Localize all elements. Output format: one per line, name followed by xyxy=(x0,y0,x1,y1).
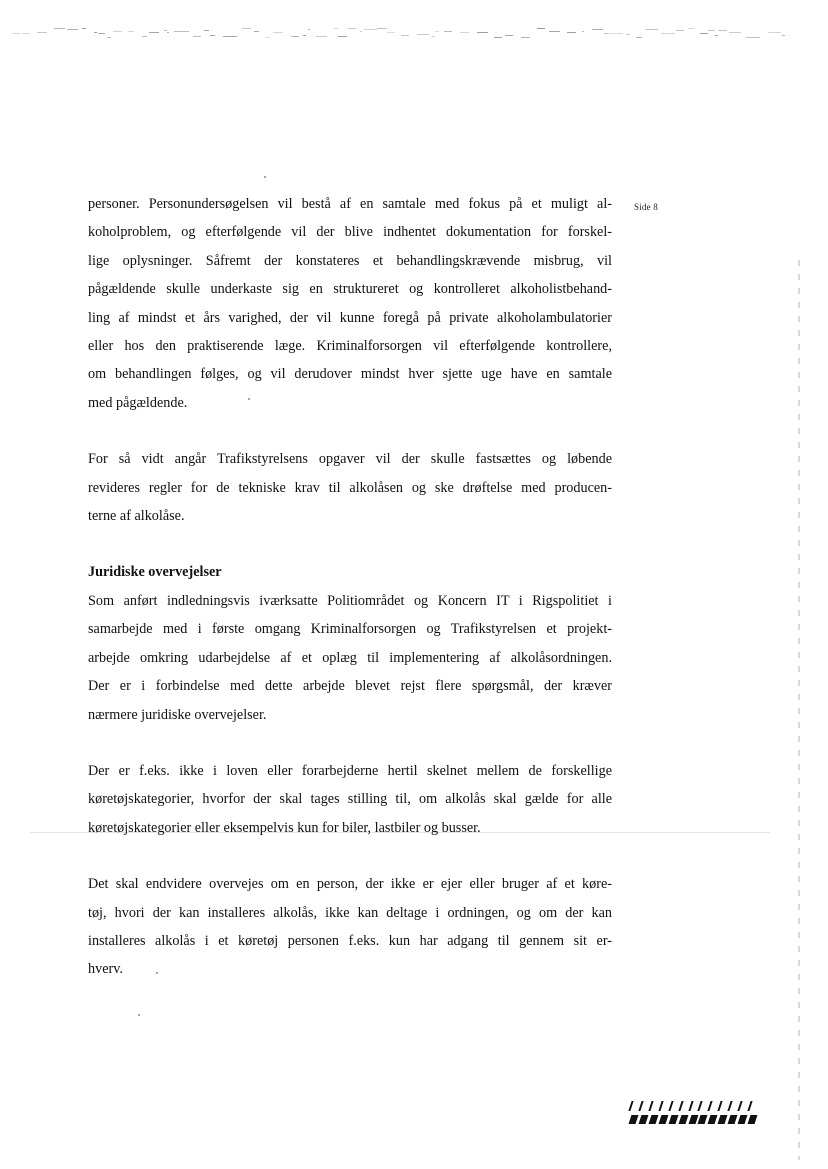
barcode-mark xyxy=(738,1101,743,1111)
barcode-block xyxy=(638,1115,648,1124)
scan-noise-mark xyxy=(348,28,356,29)
scan-speck xyxy=(138,1014,140,1016)
scan-noise-mark xyxy=(718,30,727,31)
text-line: revideres regler for de tekniske krav til alkolåsen og ske drøftelse med producen- xyxy=(88,479,612,496)
scan-noise-mark xyxy=(94,32,97,33)
paragraph-gap xyxy=(88,729,612,757)
scan-noise-mark xyxy=(768,32,781,33)
scan-noise-mark xyxy=(98,33,105,34)
scan-noise-mark xyxy=(167,32,169,33)
barcode-block xyxy=(738,1115,748,1124)
scan-noise-top xyxy=(12,26,802,42)
scan-noise-mark xyxy=(316,36,327,37)
scan-noise-mark xyxy=(592,29,603,30)
text-line: samarbejde med i første omgang Kriminalforsorgen og Trafikstyrelsen et projekt- xyxy=(88,621,612,638)
scan-noise-mark xyxy=(204,30,209,31)
barcode-block xyxy=(658,1115,668,1124)
scan-noise-mark xyxy=(549,31,560,32)
barcode-block xyxy=(728,1115,738,1124)
paragraph-gap xyxy=(88,842,612,870)
scan-noise-mark xyxy=(338,36,347,37)
text-line: Som anført indledningsvis iværksatte Politiområdet og Koncern IT i Rigspolitiet i xyxy=(88,592,612,609)
scan-noise-mark xyxy=(505,35,513,36)
text-line: pågældende skulle underkaste sig en struktureret og kontrolleret alkoholistbehand- xyxy=(88,281,612,298)
barcode-mark xyxy=(698,1101,703,1111)
scan-noise-mark xyxy=(265,37,270,38)
scan-noise-mark xyxy=(254,31,259,32)
barcode-block xyxy=(688,1115,698,1124)
barcode-block xyxy=(629,1115,639,1124)
scan-noise-mark xyxy=(210,35,215,36)
scan-edge-artifact xyxy=(798,260,800,1160)
text-line: installeres alkolås i et køretøj personen f.eks. kun har adgang til gennem sit er- xyxy=(88,932,612,949)
scan-noise-mark xyxy=(291,36,299,37)
scan-noise-mark xyxy=(113,31,122,32)
barcode-mark xyxy=(688,1101,693,1111)
scan-noise-mark xyxy=(608,33,623,34)
scan-noise-mark xyxy=(746,37,760,38)
section-heading: Juridiske overvejelser xyxy=(88,564,222,581)
scan-noise-mark xyxy=(626,34,630,35)
barcode-mark xyxy=(718,1101,723,1111)
text-line: tøj, hvori der kan installeres alkolås, ikke kan deltage i ordningen, og om der kan xyxy=(88,904,612,921)
scan-noise-mark xyxy=(567,32,576,33)
scan-noise-mark xyxy=(688,28,694,29)
barcode-block xyxy=(698,1115,708,1124)
paragraph-gap xyxy=(88,530,612,558)
text-line: Der er i forbindelse med dette arbejde blevet rejst flere spørgsmål, der kræver xyxy=(88,678,612,695)
scan-noise-mark xyxy=(107,37,111,38)
scan-noise-mark xyxy=(387,32,395,33)
barcode-mark xyxy=(747,1101,752,1111)
barcode-mark xyxy=(638,1101,643,1111)
scan-noise-mark xyxy=(435,31,439,32)
text-line: arbejde omkring udarbejdelse af et oplæg til implementering af alkolåsordningen. xyxy=(88,649,612,666)
scan-noise-mark xyxy=(142,36,147,37)
scan-noise-mark xyxy=(582,31,584,32)
text-line: hverv. xyxy=(88,961,123,978)
scan-noise-mark xyxy=(364,29,377,30)
paragraph-gap xyxy=(88,417,612,445)
text-line: terne af alkolåse. xyxy=(88,508,185,525)
scan-noise-mark xyxy=(460,32,469,33)
barcode-block xyxy=(668,1115,678,1124)
scan-noise-mark xyxy=(273,32,283,33)
paragraph-non-owner-participation xyxy=(88,870,612,984)
scan-noise-mark xyxy=(636,37,642,38)
paragraph-trafikstyrelsen-tasks xyxy=(88,445,612,530)
scan-noise-mark xyxy=(223,36,237,37)
text-line: eller hos den praktiserende læge. Kriminalforsorgen vil efterfølgende kontrollere, xyxy=(88,338,612,355)
page-number: Side 8 xyxy=(634,202,658,212)
paragraph-vehicle-categories xyxy=(88,757,612,842)
scan-noise-mark xyxy=(22,33,30,34)
scan-noise-mark xyxy=(432,36,435,37)
scan-noise-mark xyxy=(521,37,530,38)
scan-noise-mark xyxy=(37,32,47,33)
text-line: køretøjskategorier eller eksempelvis kun for biler, lastbiler og busser. xyxy=(88,819,481,836)
scan-noise-mark xyxy=(360,31,362,32)
barcode-block xyxy=(718,1115,728,1124)
scan-noise-mark xyxy=(417,34,429,35)
text-line: nærmere juridiske overvejelser. xyxy=(88,706,267,723)
scan-speck xyxy=(264,176,266,178)
text-line: personer. Personundersøgelsen vil bestå af en samtale med fokus på et muligt al- xyxy=(88,196,612,212)
scan-noise-mark xyxy=(149,32,159,33)
scan-noise-mark xyxy=(444,31,452,32)
scan-noise-mark xyxy=(242,28,251,29)
scan-noise-mark xyxy=(334,28,338,29)
scan-noise-mark xyxy=(12,33,20,34)
barcode-mark xyxy=(708,1101,713,1111)
barcode-block xyxy=(708,1115,718,1124)
scan-noise-mark xyxy=(700,33,708,34)
scan-noise-mark xyxy=(308,29,310,30)
scan-noise-mark xyxy=(494,37,502,38)
text-line: lige oplysninger. Såfremt der konstateres et behandlingskrævende misbrug, vil xyxy=(88,252,612,269)
scan-noise-mark xyxy=(67,29,78,30)
scan-noise-mark xyxy=(303,35,306,36)
text-line: For så vidt angår Trafikstyrelsens opgaver vil der skulle fastsættes og løbende xyxy=(88,451,612,468)
scan-noise-mark xyxy=(193,36,201,37)
barcode-block xyxy=(748,1115,758,1124)
scan-noise-mark xyxy=(782,35,785,36)
barcode-mark xyxy=(678,1101,683,1111)
scan-noise-mark xyxy=(174,31,189,32)
scan-noise-mark xyxy=(54,28,65,29)
text-line: om behandlingen følges, og vil derudover mindst hver sjette uge have en samtale xyxy=(88,366,612,383)
barcode-mark xyxy=(658,1101,663,1111)
body-text xyxy=(88,190,612,984)
scan-noise-mark xyxy=(729,32,741,33)
text-line: koholproblem, og efterfølgende vil der blive indhentet dokumentation for forskel- xyxy=(88,224,612,241)
scan-noise-mark xyxy=(377,28,387,29)
scan-noise-mark xyxy=(82,28,86,29)
scan-noise-mark xyxy=(477,32,488,33)
text-line: ling af mindst et års varighed, der vil kunne foregå på private alkoholambulatorier xyxy=(88,309,612,326)
scan-noise-mark xyxy=(164,30,167,31)
barcode-mark xyxy=(728,1101,733,1111)
scan-noise-mark xyxy=(537,28,545,29)
text-line: Der er f.eks. ikke i loven eller forarbejderne hertil skelnet mellem de forskellige xyxy=(88,762,612,779)
scan-noise-mark xyxy=(645,29,658,30)
scan-noise-mark xyxy=(676,30,684,31)
text-line: Det skal endvidere overvejes om en person, der ikke er ejer eller bruger af et køre- xyxy=(88,876,612,893)
scan-noise-mark xyxy=(128,31,134,32)
text-line: køretøjskategorier, hvorfor der skal tages stilling til, om alkolås skal gælde for alle xyxy=(88,791,612,808)
barcode-block xyxy=(678,1115,688,1124)
barcode-mark xyxy=(668,1101,673,1111)
scan-noise-mark xyxy=(401,35,409,36)
scan-noise-mark xyxy=(661,33,675,34)
paragraph-alcohol-treatment xyxy=(88,190,612,417)
scan-noise-mark xyxy=(708,30,715,31)
document-barcode xyxy=(630,1101,756,1131)
text-line: med pågældende. xyxy=(88,394,188,411)
barcode-top-row xyxy=(630,1101,756,1111)
scan-noise-mark xyxy=(715,35,718,36)
paragraph-project-work xyxy=(88,587,612,729)
barcode-bottom-row xyxy=(630,1115,756,1124)
barcode-block xyxy=(648,1115,658,1124)
barcode-mark xyxy=(648,1101,653,1111)
barcode-mark xyxy=(628,1101,633,1111)
